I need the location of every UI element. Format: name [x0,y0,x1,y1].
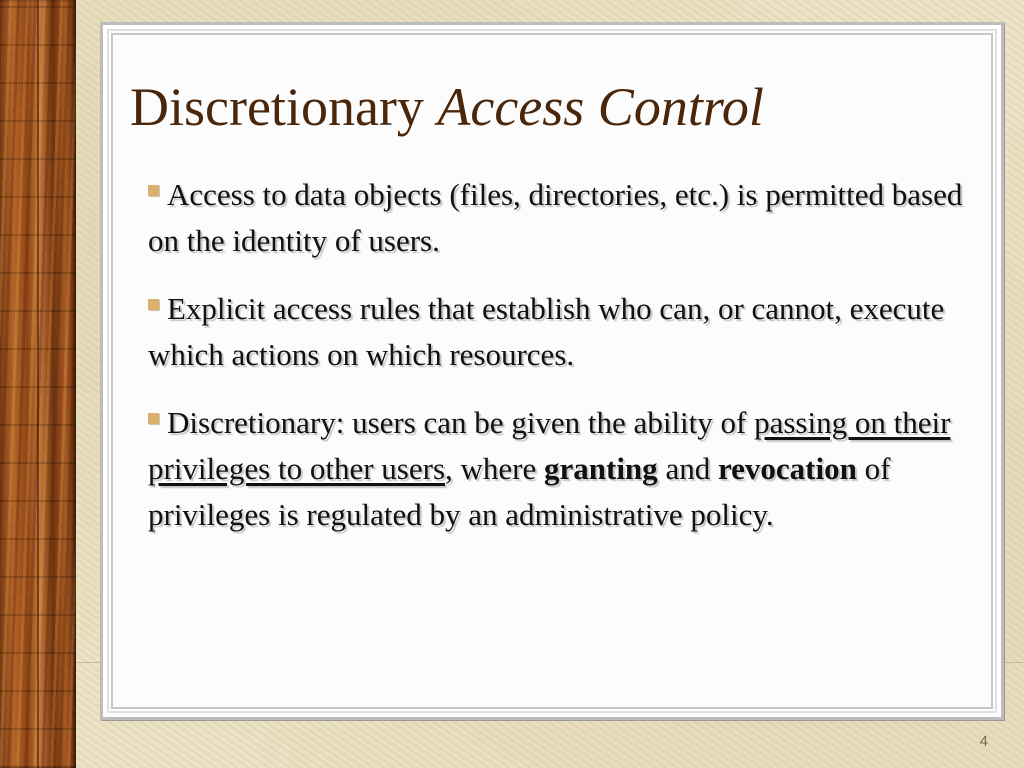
bold-term-granting: granting [544,451,658,486]
wood-seam [37,0,39,768]
bullet-text-part: and [665,451,711,486]
slide-number: 4 [979,733,988,750]
bullet-item [148,172,968,264]
bullet-list [148,172,968,560]
title-italic: Access Control [437,77,764,137]
slide-title [130,76,764,138]
square-bullet-icon [148,413,159,424]
bullet-text-part: , where [445,451,537,486]
title-plain: Discretionary [130,77,424,137]
square-bullet-icon [148,185,159,196]
bullet-text-part: Discretionary: users can be given the ability of [167,405,747,440]
bullet-text: Access to data objects (files, directories, etc.) is permitted based on the identity of users. [148,177,963,258]
underlined-phrase: passing on their privileges to other users [148,405,951,486]
bullet-text: Explicit access rules that establish who can, or cannot, execute which actions on which resources. [148,291,945,372]
bullet-text-part: of privileges is regulated by an administrative policy. [148,451,891,532]
bullet-item [148,400,968,538]
bold-term-revocation: revocation [717,451,857,486]
square-bullet-icon [148,299,159,310]
bullet-item [148,286,968,378]
